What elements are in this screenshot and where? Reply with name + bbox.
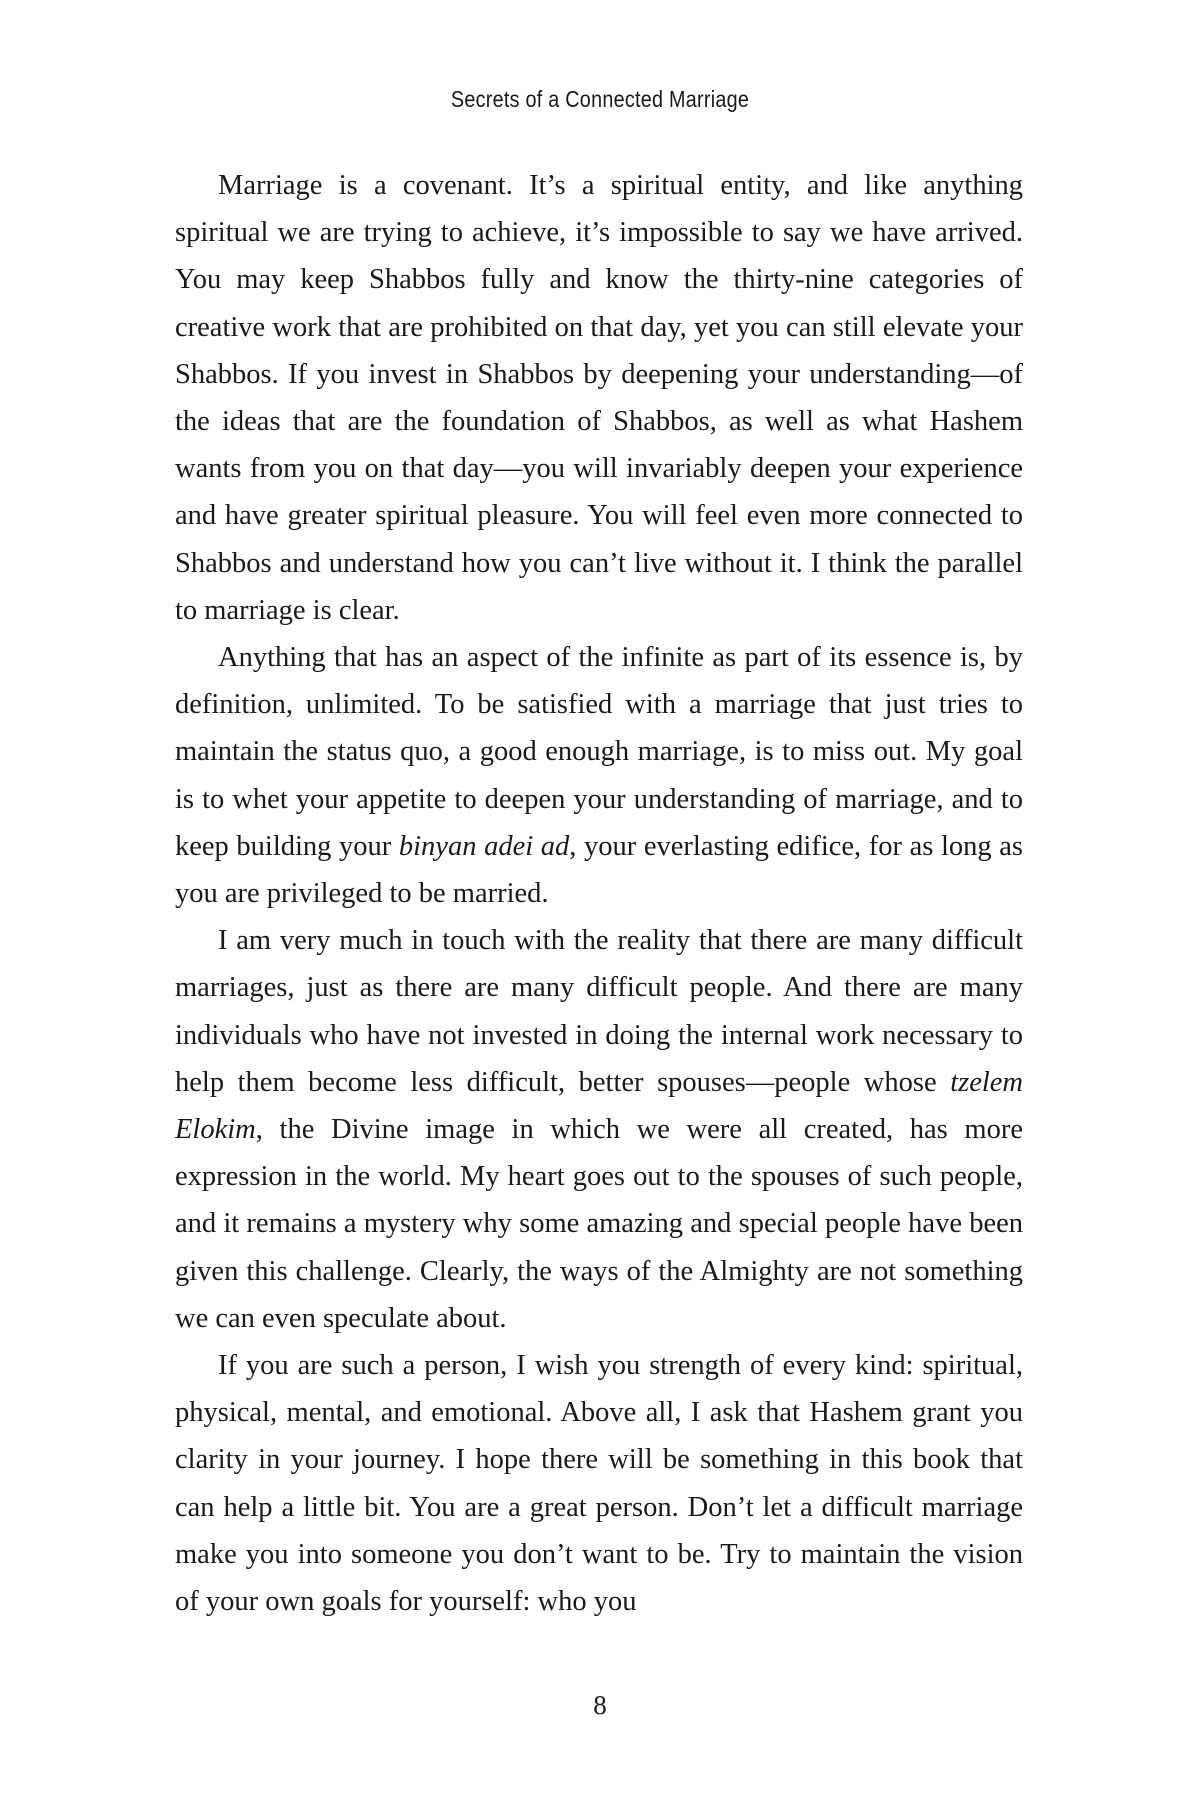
paragraph-text: Marriage is a covenant. It’s a spiritual entity, and like anything spiritual we are trying to achieve, it’s impossible to say we have arrived. You may keep Shabbos fully and know the thirty-nine categories of creative work that are prohibited on that day, yet you can still elevate your Shabbos. If you invest in Shabbos by deepening your understanding—of the ideas that are the foundation of Shabbos, as well as what Hashem wants from you on that day—you will invariably deepen your experience and have greater spiritual pleasure. You will feel even more connected to Shabbos and understand how you can’t live without it. I think the parallel to marriage is clear.	[175, 170, 1023, 626]
italic-term: binyan adei ad	[398, 830, 570, 862]
paragraph-text: If you are such a person, I wish you strength of every kind: spiritual, physical, mental, and emotional. Above all, I ask that Hashem grant you clarity in your journey. I hope there will be something in this book that can help a little bit. You are a great person. Don’t let a difficult marriage make you into someone you don’t want to be. Try to maintain the vision of your own goals for yourself: who you	[175, 1350, 1023, 1618]
paragraph-text: , the Divine image in which we were all created, has more expression in the world. My heart goes out to the spouses of such people, and it remains a mystery why some amazing and special people have been given this challenge. Clearly, the ways of the Almighty are not something we can even speculate about.	[175, 1114, 1023, 1334]
paragraph	[175, 162, 1023, 634]
body-text	[175, 162, 1023, 1625]
paragraph	[175, 1342, 1023, 1625]
paragraph-text: Anything that has an aspect of the infinite as part of its essence is, by definition, unlimited. To be satisfied with a marriage that just tries to maintain the status quo, a good enough marriage, is to miss out. My goal is to whet your appetite to deepen your understanding of marriage, and to keep building your	[175, 642, 1023, 862]
page-number: 8	[593, 1690, 607, 1720]
italic-term: tzelem Elokim	[175, 1066, 1023, 1146]
paragraph	[175, 634, 1023, 917]
running-head-title: Secrets of a Connected Marriage	[450, 86, 750, 112]
paragraph-text: , your everlasting edifice, for as long as you are privileged to be married.	[175, 830, 1024, 910]
paragraph-text: I am very much in touch with the reality that there are many difficult marriages, just as there are many difficult people. And there are many individuals who have not invested in doing the internal work necessary to help them become less difficult, better spouses—people whose	[175, 925, 1023, 1098]
paragraph	[175, 917, 1023, 1342]
